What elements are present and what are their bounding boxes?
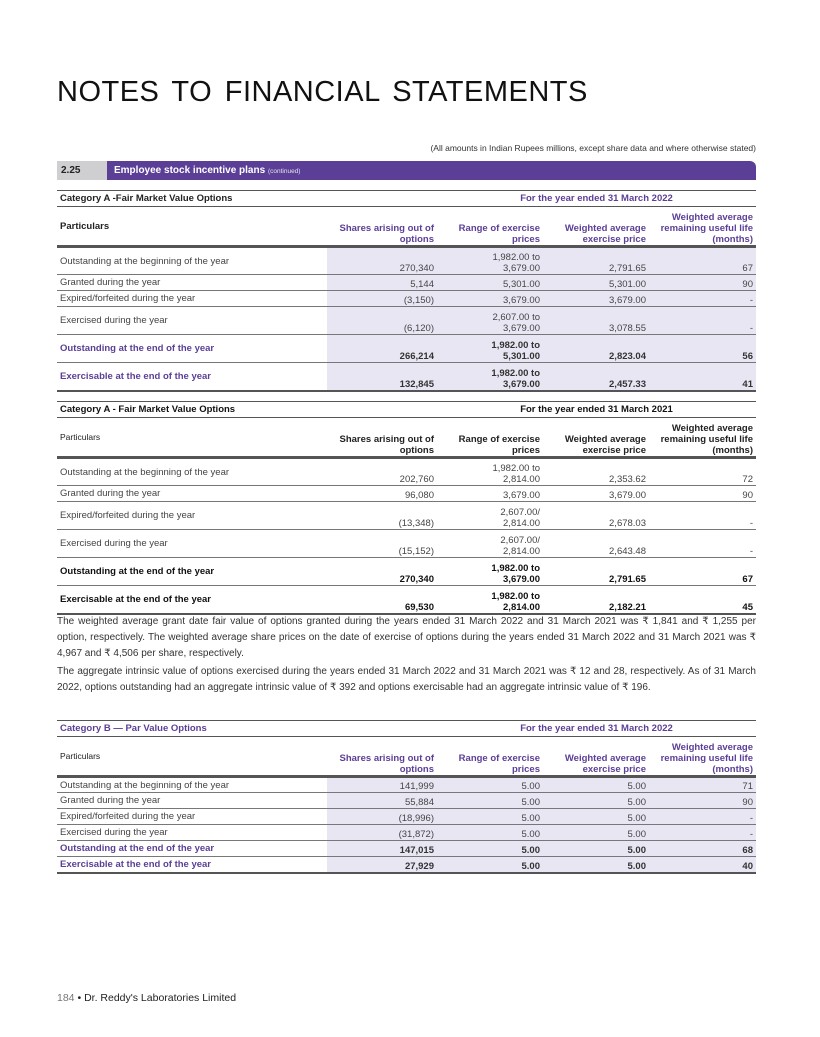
cell-shares: 27,929 [327, 857, 437, 873]
cell-shares: (3,150) [327, 291, 437, 307]
cell-wavg-life: 56 [649, 335, 756, 363]
cell-wavg-price: 5.00 [543, 841, 649, 857]
cell-shares: 266,214 [327, 335, 437, 363]
cell-wavg-life: - [649, 291, 756, 307]
page-footer [57, 992, 236, 1004]
cell-wavg-life: - [649, 307, 756, 335]
cell-shares: 69,530 [327, 586, 437, 614]
col-header-shares: Shares arising out of options [327, 418, 437, 458]
cell-range [437, 335, 543, 363]
cell-shares: 141,999 [327, 777, 437, 793]
range-line-2: 5.00 [521, 860, 540, 872]
cell-wavg-price: 2,678.03 [543, 502, 649, 530]
cell-shares: 5,144 [327, 275, 437, 291]
row-label: Granted during the year [57, 275, 327, 291]
table-row [57, 502, 756, 530]
cell-wavg-price: 5.00 [543, 825, 649, 841]
range-line-2: 5.00 [521, 797, 540, 808]
cell-shares: 202,760 [327, 458, 437, 486]
section-title-suffix: (continued) [267, 168, 301, 175]
range-line-2: 5.00 [521, 829, 540, 840]
cell-shares: (18,996) [327, 809, 437, 825]
col-header-wavg-price: Weighted average exercise price [543, 418, 649, 458]
col-header-shares: Shares arising out of options [327, 207, 437, 247]
row-label: Granted during the year [57, 486, 327, 502]
cell-shares: 96,080 [327, 486, 437, 502]
range-line-2: 3,679.00 [503, 378, 540, 390]
table-row [57, 291, 756, 307]
cell-range [437, 825, 543, 841]
range-line-2: 3,679.00 [503, 295, 540, 306]
range-line-2: 3,679.00 [503, 490, 540, 501]
cell-shares: (13,348) [327, 502, 437, 530]
cell-range [437, 558, 543, 586]
col-header-range: Range of exercise prices [437, 207, 543, 247]
cell-wavg-life: 72 [649, 458, 756, 486]
page-number: 184 [57, 992, 75, 1004]
table-row [57, 458, 756, 486]
range-line-2: 3,679.00 [503, 263, 540, 274]
row-label: Exercised during the year [57, 825, 327, 841]
cell-wavg-life: 41 [649, 363, 756, 391]
cell-wavg-price: 2,791.65 [543, 247, 649, 275]
row-label: Expired/forfeited during the year [57, 809, 327, 825]
range-line-2: 5.00 [521, 781, 540, 792]
table-row [57, 841, 756, 857]
range-line-1: 1,982.00 to [491, 563, 540, 574]
footer-bullet: • [77, 992, 82, 1004]
cell-wavg-life: 45 [649, 586, 756, 614]
cell-wavg-price: 3,078.55 [543, 307, 649, 335]
table-header-row [57, 207, 756, 247]
table-caption: Category A -Fair Market Value Options [57, 191, 437, 207]
table-row [57, 825, 756, 841]
range-line-2: 5.00 [521, 813, 540, 824]
cell-range [437, 809, 543, 825]
cell-range [437, 363, 543, 391]
col-header-particulars: Particulars [57, 207, 327, 247]
cell-wavg-life: - [649, 502, 756, 530]
range-line-1: 2,607.00/ [500, 507, 540, 518]
row-label: Expired/forfeited during the year [57, 502, 327, 530]
cell-range [437, 275, 543, 291]
table-caption: Category B — Par Value Options [57, 721, 437, 737]
range-line-1: 1,982.00 to [491, 340, 540, 351]
table-caption: Category A - Fair Market Value Options [57, 402, 437, 418]
cell-range [437, 777, 543, 793]
table-caption-row [57, 191, 756, 207]
cell-wavg-life: - [649, 809, 756, 825]
cell-range [437, 502, 543, 530]
range-line-2: 2,814.00 [503, 601, 540, 613]
range-line-2: 5,301.00 [503, 279, 540, 290]
table-row [57, 335, 756, 363]
row-label: Granted during the year [57, 793, 327, 809]
table-category-b-2022 [57, 720, 756, 874]
col-header-wavg-price: Weighted average exercise price [543, 207, 649, 247]
table-period: For the year ended 31 March 2022 [437, 721, 756, 737]
range-line-1: 2,607.00 to [492, 312, 540, 323]
col-header-wavg-life: Weighted average remaining useful life (months) [649, 207, 756, 247]
cell-wavg-price: 3,679.00 [543, 486, 649, 502]
table-period: For the year ended 31 March 2021 [437, 402, 756, 418]
cell-shares: 270,340 [327, 247, 437, 275]
col-header-particulars: Particulars [57, 418, 327, 458]
row-label: Outstanding at the end of the year [57, 335, 327, 363]
cell-range [437, 458, 543, 486]
table-header-row [57, 418, 756, 458]
cell-range [437, 291, 543, 307]
table-row [57, 809, 756, 825]
col-header-shares: Shares arising out of options [327, 737, 437, 777]
paragraph-intrinsic-value: The aggregate intrinsic value of options exercised during the years ended 31 March 2022 and 31 March 2021 was ₹ 12 and 28, respectively. As of 31 March 2022, options outstanding had an aggregate intrinsic value of ₹ 392 and options exercisable had an aggregate intrinsic value of ₹ 196. [57, 666, 756, 693]
cell-wavg-life: 90 [649, 793, 756, 809]
cell-range [437, 857, 543, 873]
range-line-2: 5,301.00 [503, 351, 540, 362]
row-label: Outstanding at the beginning of the year [57, 458, 327, 486]
cell-wavg-life: 68 [649, 841, 756, 857]
section-number: 2.25 [57, 161, 107, 180]
table-period: For the year ended 31 March 2022 [437, 191, 756, 207]
cell-range [437, 307, 543, 335]
cell-wavg-price: 5,301.00 [543, 275, 649, 291]
cell-shares: (6,120) [327, 307, 437, 335]
table-row [57, 558, 756, 586]
section-title [107, 161, 756, 180]
cell-wavg-price: 5.00 [543, 809, 649, 825]
row-label: Outstanding at the beginning of the year [57, 777, 327, 793]
col-header-range: Range of exercise prices [437, 418, 543, 458]
range-line-1: 1,982.00 to [491, 367, 540, 379]
cell-wavg-life: 40 [649, 857, 756, 873]
table-row [57, 275, 756, 291]
cell-range [437, 247, 543, 275]
row-label: Exercised during the year [57, 307, 327, 335]
table-row [57, 363, 756, 391]
table-header-row [57, 737, 756, 777]
page-title: NOTES TO FINANCIAL STATEMENTS [57, 76, 588, 108]
section-header [57, 161, 756, 180]
row-label: Outstanding at the beginning of the year [57, 247, 327, 275]
cell-wavg-life: 67 [649, 558, 756, 586]
range-line-1: 2,607.00/ [500, 535, 540, 546]
range-line-2: 5.00 [521, 845, 540, 856]
col-header-wavg-price: Weighted average exercise price [543, 737, 649, 777]
cell-range [437, 486, 543, 502]
cell-wavg-price: 2,791.65 [543, 558, 649, 586]
row-label: Exercisable at the end of the year [57, 857, 327, 873]
table-row [57, 247, 756, 275]
company-name: Dr. Reddy's Laboratories Limited [84, 992, 237, 1004]
cell-wavg-life: 71 [649, 777, 756, 793]
table-category-a-2021 [57, 401, 756, 615]
table-caption-row [57, 721, 756, 737]
amounts-note: (All amounts in Indian Rupees millions, except share data and where otherwise stated) [430, 143, 756, 153]
cell-wavg-price: 3,679.00 [543, 291, 649, 307]
cell-wavg-price: 5.00 [543, 793, 649, 809]
col-header-wavg-life: Weighted average remaining useful life (months) [649, 418, 756, 458]
row-label: Expired/forfeited during the year [57, 291, 327, 307]
row-label: Exercisable at the end of the year [57, 586, 327, 614]
range-line-2: 3,679.00 [503, 574, 540, 585]
range-line-1: 1,982.00 to [492, 252, 540, 263]
cell-wavg-price: 2,182.21 [543, 586, 649, 614]
cell-wavg-price: 5.00 [543, 777, 649, 793]
section-title-text: Employee stock incentive plans [114, 165, 266, 176]
col-header-range: Range of exercise prices [437, 737, 543, 777]
row-label: Exercised during the year [57, 530, 327, 558]
cell-range [437, 586, 543, 614]
range-line-1: 1,982.00 to [492, 463, 540, 474]
cell-wavg-life: - [649, 825, 756, 841]
table-caption-row [57, 402, 756, 418]
cell-wavg-life: - [649, 530, 756, 558]
cell-wavg-life: 90 [649, 486, 756, 502]
range-line-1: 1,982.00 to [491, 590, 540, 602]
table-row [57, 530, 756, 558]
paragraph-fair-value: The weighted average grant date fair value of options granted during the years ended 31 March 2022 and 31 March 2021 was ₹ 1,841 and ₹ 1,255 per option, respectively. The weighted average share prices on the date of exercise of options during the years ended 31 March 2022 and 31 March 2021 was ₹ 4,967 and ₹ 4,506 per share, respectively. [57, 616, 756, 659]
range-line-2: 2,814.00 [503, 518, 540, 529]
cell-range [437, 793, 543, 809]
cell-wavg-price: 2,457.33 [543, 363, 649, 391]
range-line-2: 2,814.00 [503, 546, 540, 557]
range-line-2: 2,814.00 [503, 474, 540, 485]
cell-wavg-life: 90 [649, 275, 756, 291]
cell-shares: 55,884 [327, 793, 437, 809]
table-row [57, 793, 756, 809]
cell-wavg-price: 2,643.48 [543, 530, 649, 558]
cell-shares: 132,845 [327, 363, 437, 391]
cell-range [437, 841, 543, 857]
cell-wavg-price: 2,823.04 [543, 335, 649, 363]
row-label: Exercisable at the end of the year [57, 363, 327, 391]
row-label: Outstanding at the end of the year [57, 558, 327, 586]
cell-wavg-price: 5.00 [543, 857, 649, 873]
cell-range [437, 530, 543, 558]
table-row [57, 307, 756, 335]
cell-shares: (15,152) [327, 530, 437, 558]
cell-shares: (31,872) [327, 825, 437, 841]
range-line-2: 3,679.00 [503, 323, 540, 334]
row-label: Outstanding at the end of the year [57, 841, 327, 857]
table-row [57, 586, 756, 614]
col-header-wavg-life: Weighted average remaining useful life (months) [649, 737, 756, 777]
table-row [57, 857, 756, 873]
cell-wavg-price: 2,353.62 [543, 458, 649, 486]
cell-wavg-life: 67 [649, 247, 756, 275]
table-row [57, 486, 756, 502]
table-row [57, 777, 756, 793]
col-header-particulars: Particulars [57, 737, 327, 777]
cell-shares: 147,015 [327, 841, 437, 857]
table-category-a-2022 [57, 190, 756, 392]
cell-shares: 270,340 [327, 558, 437, 586]
